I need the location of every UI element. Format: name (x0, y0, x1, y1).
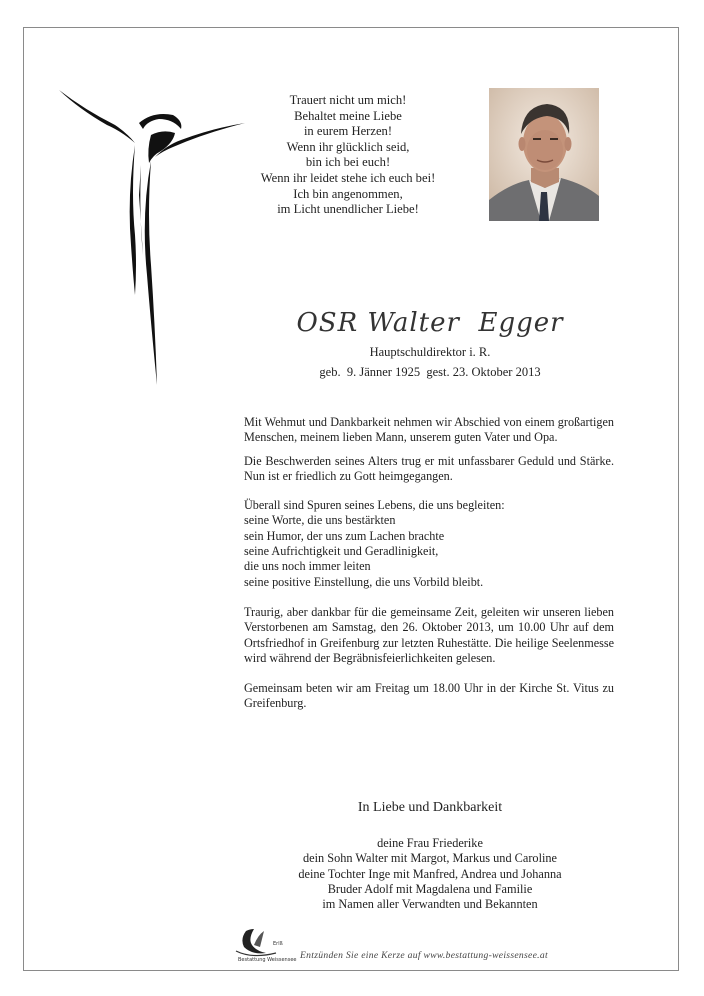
mourner-line: im Namen aller Verwandten und Bekannten (322, 897, 538, 912)
birth-death-dates: geb. 9. Jänner 1925 gest. 23. Oktober 2013 (319, 365, 541, 379)
candle-link[interactable]: Entzünden Sie eine Kerze auf www.bestattung-weissensee.at (300, 950, 548, 961)
traces-line: seine positive Einstellung, die uns Vorbild bleibt. (244, 574, 484, 589)
poem-line: Wenn ihr glücklich seid, (286, 139, 410, 154)
paragraph-illness: Die Beschwerden seines Alters trug er mit unfassbarer Geduld und Stärke. Nun ist er friedlich zu Gott heimgegangen. (244, 453, 614, 483)
logo-mark: Erlß (273, 941, 283, 947)
mourner-line: deine Tochter Inge mit Manfred, Andrea und Johanna (298, 866, 562, 881)
paragraph-funeral: Traurig, aber dankbar für die gemeinsame Zeit, geleiten wir unseren lieben Verstorbenen am Samstag, den 26. Oktober 2013, um 10.00 Uhr auf dem Ortsfriedhof in Greifenburg zur letzten Ruhestätte. Die heilige Seelenmesse wird während der Begräbnisfeierlichkeiten gelesen. (244, 604, 614, 665)
deceased-name: OSR Walter Egger (296, 308, 564, 338)
paragraph-farewell: Mit Wehmut und Dankbarkeit nehmen wir Abschied von einem großartigen Menschen, meinem lieben Mann, unserem guten Vater und Opa. (244, 415, 614, 445)
traces-line: die uns noch immer leiten (244, 559, 371, 574)
obituary-text (244, 415, 614, 712)
poem-line: Ich bin angenommen, (293, 186, 403, 201)
poem-line: Trauert nicht um mich! (289, 93, 407, 107)
mourners-list (200, 836, 660, 912)
mourner-line: Bruder Adolf mit Magdalena und Familie (327, 881, 533, 896)
poem-line: im Licht unendlicher Liebe! (277, 202, 419, 217)
traces-line: sein Humor, der uns zum Lachen brachte (244, 528, 445, 543)
traces-line: seine Aufrichtigkeit und Geradlinigkeit, (244, 544, 439, 559)
poem-line: Behaltet meine Liebe (294, 108, 402, 123)
paragraph-traces (244, 498, 614, 590)
paragraph-prayer: Gemeinsam beten wir am Freitag um 18.00 Uhr in der Kirche St. Vitus zu Greifenburg. (244, 681, 614, 711)
portrait-photo (489, 88, 599, 221)
poem (238, 93, 458, 218)
crucified-figure-icon (55, 85, 250, 390)
poem-line: Wenn ihr leidet stehe ich euch bei! (260, 170, 436, 185)
traces-line: seine Worte, die uns bestärkten (244, 513, 396, 528)
poem-line: bin ich bei euch! (305, 155, 391, 170)
traces-line: Überall sind Spuren seines Lebens, die uns begleiten: (244, 498, 505, 513)
mourner-line: dein Sohn Walter mit Margot, Markus und Caroline (302, 851, 558, 866)
logo-text: Bestattung Weissensee (238, 957, 297, 963)
poem-line: in eurem Herzen! (303, 124, 393, 139)
deceased-title: Hauptschuldirektor i. R. (369, 345, 491, 359)
mourners-heading: In Liebe und Dankbarkeit (357, 800, 503, 815)
mourner-line: deine Frau Friederike (377, 836, 483, 850)
